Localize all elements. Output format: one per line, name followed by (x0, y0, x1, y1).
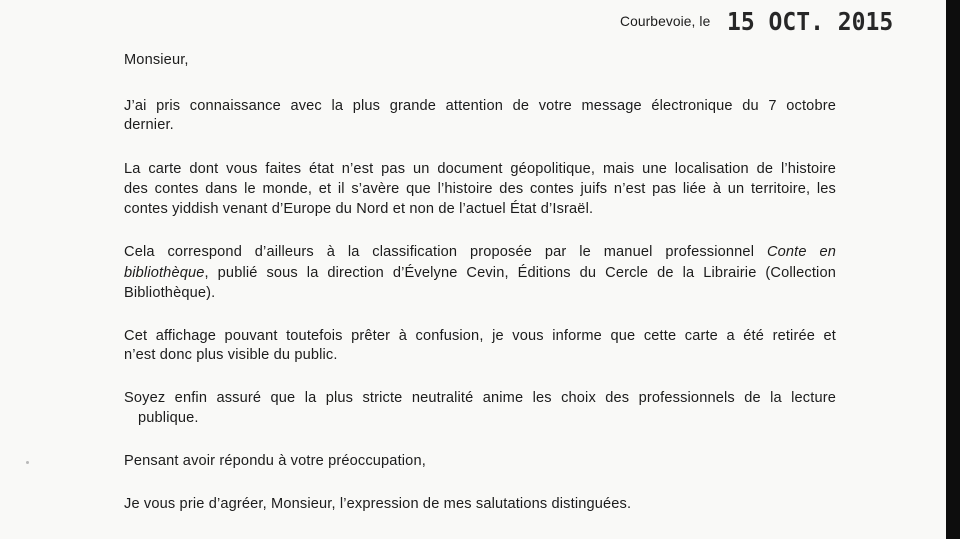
book-title-part-1: Conte en (766, 244, 836, 260)
paragraph-3-line-1 (124, 243, 836, 262)
paragraph-2-line-1: La carte dont vous faites état n’est pas un document géopolitique, mais une localisation de l’histoire (124, 161, 836, 177)
paragraph-1-line-1: J’ai pris connaissance avec la plus grande attention de votre message électronique du 7 octobre (124, 98, 836, 114)
paragraph-3-line-3: Bibliothèque). (124, 285, 216, 301)
paragraph-3-line-1-text: Cela correspond d’ailleurs à la classification proposée par le manuel professionnel (124, 244, 755, 260)
paragraph-1-line-2: dernier. (124, 117, 174, 133)
paragraph-3-line-2 (124, 264, 836, 283)
scan-dark-edge (946, 0, 960, 539)
paragraph-3-line-2-text: , publié sous la direction d’Évelyne Cevin, Éditions du Cercle de la Librairie (Collection (204, 265, 836, 281)
salutation: Monsieur, (124, 52, 189, 68)
paragraph-4-line-2: n’est donc plus visible du public. (124, 347, 338, 363)
paragraph-2-line-3: contes yiddish venant d’Europe du Nord et non de l’actuel État d’Israël. (124, 201, 594, 217)
paragraph-5-line-1: Soyez enfin assuré que la plus stricte neutralité anime les choix des professionnels de la lecture (124, 390, 836, 406)
closing-line: Je vous prie d’agréer, Monsieur, l’expression de mes salutations distinguées. (124, 496, 632, 512)
paragraph-6: Pensant avoir répondu à votre préoccupation, (124, 453, 426, 469)
date-stamp: 15 OCT. 2015 (727, 7, 894, 36)
paragraph-5-line-2: publique. (138, 410, 199, 426)
book-title-part-2: bibliothèque (124, 265, 205, 281)
scan-speck (26, 461, 29, 464)
letter-place: Courbevoie, le (620, 14, 711, 29)
paragraph-4-line-1: Cet affichage pouvant toutefois prêter à confusion, je vous informe que cette carte a été retirée et (124, 328, 836, 344)
paragraph-2-line-2: des contes dans le monde, et il s’avère que l’histoire des contes juifs n’est pas liée à un territoire, les (124, 181, 836, 197)
